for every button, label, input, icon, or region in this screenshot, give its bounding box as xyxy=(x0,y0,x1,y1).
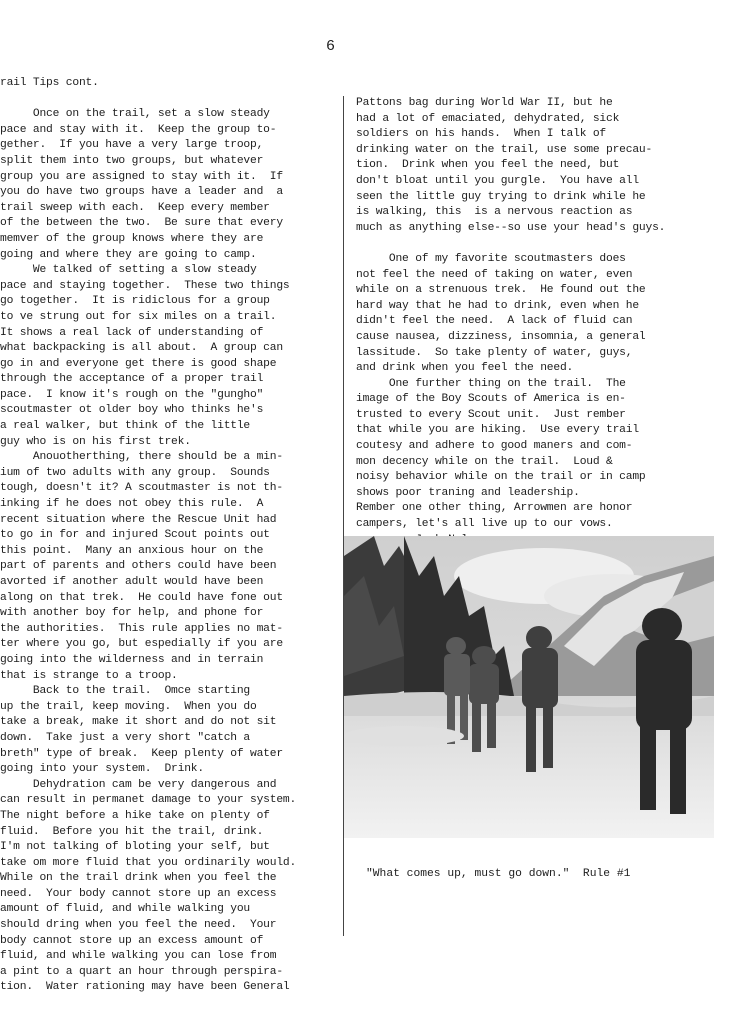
right-column-line: trusted to every Scout unit. Just rember xyxy=(356,408,626,421)
left-column-line: to go in for and injured Scout points out xyxy=(0,529,270,542)
right-column-line: coutesy and adhere to good maners and com- xyxy=(356,440,633,453)
left-column-line: along on that trek. He could have fone out xyxy=(0,591,283,604)
right-column-line: had a lot of emaciated, dehydrated, sick xyxy=(356,112,620,125)
left-column-line: body cannot store up an excess amount of xyxy=(0,934,264,947)
right-article-column xyxy=(356,96,736,564)
right-column-line: that while you are hiking. Use every trail xyxy=(356,424,639,437)
left-column-line: split them into two groups, but whatever xyxy=(0,154,264,167)
left-column-line: breth" type of break. Keep plenty of water xyxy=(0,747,283,760)
left-column-line: need. Your body cannot store up an excess xyxy=(0,887,277,900)
left-column-line: take a break, make it short and do not sit xyxy=(0,716,277,729)
right-column-line: tion. Drink when you feel the need, but xyxy=(356,159,620,172)
left-column-line: It shows a real lack of understanding of xyxy=(0,326,264,339)
left-column-line: a real walker, but think of the little xyxy=(0,420,251,433)
left-column-line: to ve strung out for six miles on a trail. xyxy=(0,310,277,323)
right-column-line: image of the Boy Scouts of America is en- xyxy=(356,393,626,406)
left-column-line: amount of fluid, and while walking you xyxy=(0,903,251,916)
left-column-line: Back to the trail. Omce starting xyxy=(0,685,251,698)
left-column-line: tough, doesn't it? A scoutmaster is not th- xyxy=(0,482,283,495)
left-column-line: that is strange to a troop. xyxy=(0,669,178,682)
left-column-line: memver of the group knows where they are xyxy=(0,232,264,245)
right-column-line: lassitude. So take plenty of water, guys, xyxy=(356,346,633,359)
left-column-line: go in and everyone get there is good shape xyxy=(0,357,277,370)
left-column-line: what backpacking is all about. A group can xyxy=(0,342,283,355)
left-column-line: of the between the two. Be sure that every xyxy=(0,217,283,230)
right-column-line: noisy behavior while on the trail or in camp xyxy=(356,471,646,484)
left-column-line: tion. Water rationing may have been General xyxy=(0,981,290,994)
left-column-line: fluid, and while walking you can lose from xyxy=(0,950,277,963)
left-column-line: going into the wilderness and in terrain xyxy=(0,653,264,666)
left-column-line: Anouotherthing, there should be a min- xyxy=(0,451,283,464)
right-column-line xyxy=(356,236,736,252)
left-column-line: this point. Many an anxious hour on the xyxy=(0,544,264,557)
right-column-line: much as anything else--so use your head's guys. xyxy=(356,221,666,234)
left-column-line: rail Tips cont. xyxy=(0,77,99,89)
left-column-line: going and where they are going to camp. xyxy=(0,248,257,261)
right-column-line: mon decency while on the trail. Loud & xyxy=(356,455,613,468)
left-column-line: trail sweep with each. Keep every member xyxy=(0,201,270,214)
hikers-photo-image xyxy=(344,536,714,838)
right-column-line: Rember one other thing, Arrowmen are honor xyxy=(356,502,633,515)
left-column-line: should dring when you feel the need. Your xyxy=(0,919,277,932)
page-number: 6 xyxy=(326,38,336,55)
right-column-line: Pattons bag during World War II, but he xyxy=(356,97,613,109)
left-column-line: gether. If you have a very large troop, xyxy=(0,139,264,152)
left-column-line: I'm not talking of bloting your self, but xyxy=(0,841,270,854)
left-column-line xyxy=(0,92,338,108)
right-column-line: drinking water on the trail, use some precau- xyxy=(356,143,653,156)
right-column-line: not feel the need of taking on water, even xyxy=(356,268,633,281)
right-column-line: soldiers on his hands. When I talk of xyxy=(356,128,607,141)
right-column-line: shows poor traning and leadership. xyxy=(356,486,580,499)
left-column-line: up the trail, keep moving. When you do xyxy=(0,700,257,713)
right-column-line: One of my favorite scoutmasters does xyxy=(356,252,626,265)
left-column-line: the authorities. This rule applies no mat- xyxy=(0,622,283,635)
left-column-line: part of parents and others could have been xyxy=(0,560,277,573)
left-column-line: scoutmaster ot older boy who thinks he's xyxy=(0,404,264,417)
right-column-line: and drink when you feel the need. xyxy=(356,362,574,375)
right-column-line: seen the little guy trying to drink while he xyxy=(356,190,646,203)
right-column-line: don't bloat until you gurgle. You have all xyxy=(356,174,639,187)
hikers-photo xyxy=(344,536,714,838)
left-column-line: through the acceptance of a proper trail xyxy=(0,373,264,386)
left-column-line: with another boy for help, and phone for xyxy=(0,607,264,620)
left-column-line: pace and stay with it. Keep the group to- xyxy=(0,123,277,136)
left-column-line: recent situation where the Rescue Unit had xyxy=(0,513,277,526)
right-column-line: didn't feel the need. A lack of fluid can xyxy=(356,315,633,328)
left-column-line: fluid. Before you hit the trail, drink. xyxy=(0,825,264,838)
left-column-line: down. Take just a very short "catch a xyxy=(0,731,251,744)
left-column-line: guy who is on his first trek. xyxy=(0,435,191,448)
left-column-line: going into your system. Drink. xyxy=(0,763,204,776)
left-column-line: you do have two groups have a leader and a xyxy=(0,186,283,199)
left-column-line: pace and staying together. These two things xyxy=(0,279,290,292)
left-article-column xyxy=(0,76,338,996)
left-column-line: ium of two adults with any group. Sounds xyxy=(0,466,270,479)
left-column-line: ter where you go, but espedially if you are xyxy=(0,638,283,651)
left-column-line: go together. It is ridiclous for a group xyxy=(0,295,270,308)
left-column-line: Dehydration cam be very dangerous and xyxy=(0,778,277,791)
left-column-line: While on the trail drink when you feel the xyxy=(0,872,277,885)
left-column-line: Once on the trail, set a slow steady xyxy=(0,108,270,121)
right-column-line: campers, let's all live up to our vows. xyxy=(356,518,613,531)
right-column-line: is walking, this is a nervous reaction as xyxy=(356,206,633,219)
right-column-line: One further thing on the trail. The xyxy=(356,377,626,390)
right-column-line: hard way that he had to drink, even when he xyxy=(356,299,639,312)
left-column-line: a pint to a quart an hour through perspira- xyxy=(0,965,283,978)
left-column-line: inking if he does not obey this rule. A xyxy=(0,498,264,511)
right-column-line: cause nausea, dizziness, insomnia, a general xyxy=(356,330,646,343)
left-column-line: We talked of setting a slow steady xyxy=(0,264,257,277)
left-column-line: avorted if another adult would have been xyxy=(0,576,264,588)
left-column-line: can result in permanet damage to your system. xyxy=(0,794,297,807)
left-column-line: The night before a hike take on plenty of xyxy=(0,809,270,822)
photo-caption: "What comes up, must go down." Rule #1 xyxy=(366,868,631,880)
left-column-line: take om more fluid that you ordinarily would. xyxy=(0,856,297,869)
left-column-line: group you are assigned to stay with it. If xyxy=(0,170,283,183)
right-column-line: while on a strenuous trek. He found out the xyxy=(356,284,646,297)
left-column-line: pace. I know it's rough on the "gungho" xyxy=(0,388,264,401)
